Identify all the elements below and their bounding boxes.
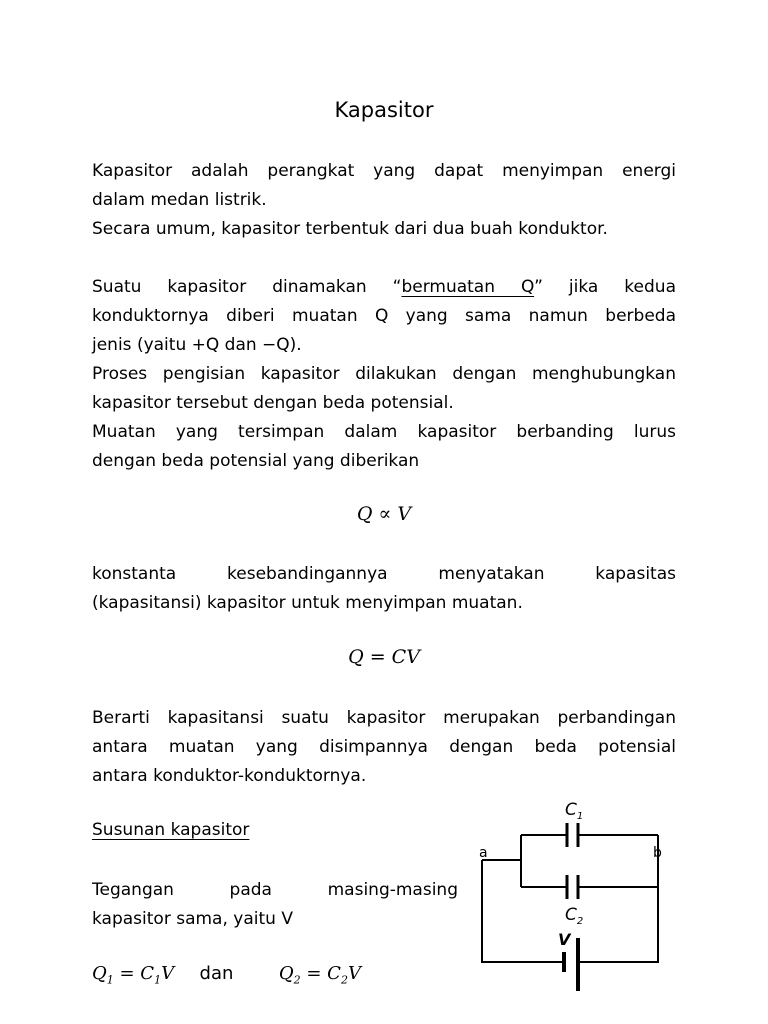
text-line: kapasitor sama, yaitu V bbox=[92, 909, 293, 929]
text-line: konduktornya diberi muatan Q yang sama namun berbeda bbox=[92, 306, 676, 326]
underlined-term: bermuatan Q bbox=[401, 277, 535, 297]
c2-label bbox=[565, 905, 583, 927]
text-line: Muatan yang tersimpan dalam kapasitor berbanding lurus bbox=[92, 422, 676, 442]
text-line: (kapasitansi) kapasitor untuk menyimpan muatan. bbox=[92, 593, 523, 613]
math-fragment: = C bbox=[300, 963, 341, 984]
equation-capacitance: Q = CV bbox=[348, 646, 420, 668]
text-line: jenis (yaitu +Q dan −Q). bbox=[92, 335, 302, 355]
c2-label-text: C bbox=[565, 905, 577, 925]
text-line: Proses pengisian kapasitor dilakukan dengan menghubungkan bbox=[92, 364, 676, 384]
paragraph-voltage bbox=[92, 876, 458, 934]
text-line: dalam medan listrik. bbox=[92, 190, 267, 210]
subscript: 1 bbox=[106, 973, 114, 987]
paragraph-meaning bbox=[92, 704, 676, 791]
c1-label-sub: 1 bbox=[576, 811, 584, 822]
conjunction: dan bbox=[199, 963, 234, 984]
text-line: dengan beda potensial yang diberikan bbox=[92, 451, 420, 471]
text-line bbox=[92, 273, 676, 302]
paragraph-definition bbox=[92, 157, 676, 244]
text-line: antara muatan yang disimpannya dengan beda potensial bbox=[92, 737, 676, 757]
subscript: 2 bbox=[340, 973, 348, 987]
node-a-label: a bbox=[479, 845, 488, 861]
text-line: Secara umum, kapasitor terbentuk dari dua buah konduktor. bbox=[92, 219, 608, 239]
text-line: Berarti kapasitansi suatu kapasitor merupakan perbandingan bbox=[92, 708, 676, 728]
text-fragment: Suatu kapasitor dinamakan “ bbox=[92, 277, 402, 297]
charge-symbol: Q bbox=[278, 963, 294, 984]
equation-charges bbox=[92, 963, 361, 987]
text-line: kapasitor tersebut dengan beda potensial. bbox=[92, 393, 454, 413]
text-line: antara konduktor-konduktornya. bbox=[92, 766, 367, 786]
charge-symbol: Q bbox=[92, 963, 107, 984]
c1-label bbox=[565, 800, 583, 822]
subscript: 1 bbox=[154, 973, 162, 987]
paragraph-charged-capacitor bbox=[92, 273, 676, 476]
section-heading: Susunan kapasitor bbox=[92, 820, 250, 840]
voltage-label: V bbox=[558, 930, 571, 949]
c2-label-sub: 2 bbox=[576, 916, 584, 927]
math-fragment: V bbox=[347, 963, 361, 984]
text-line: Kapasitor adalah perangkat yang dapat menyimpan energi bbox=[92, 161, 676, 181]
text-fragment: ” jika kedua bbox=[534, 277, 676, 297]
math-fragment: = C bbox=[113, 963, 155, 984]
node-b-label: b bbox=[653, 845, 662, 861]
page-title: Kapasitor bbox=[334, 98, 434, 122]
text-line: konstanta kesebandingannya menyatakan kapasitas bbox=[92, 564, 676, 584]
wire bbox=[580, 887, 658, 962]
math-fragment: V bbox=[161, 963, 175, 984]
paragraph-constant bbox=[92, 560, 676, 618]
text-line: Tegangan pada masing-masing bbox=[92, 880, 458, 900]
parallel-capacitor-diagram bbox=[470, 795, 680, 1004]
c1-label-text: C bbox=[565, 800, 577, 820]
subscript: 2 bbox=[293, 973, 301, 987]
equation-proportional: Q ∝ V bbox=[356, 503, 412, 525]
